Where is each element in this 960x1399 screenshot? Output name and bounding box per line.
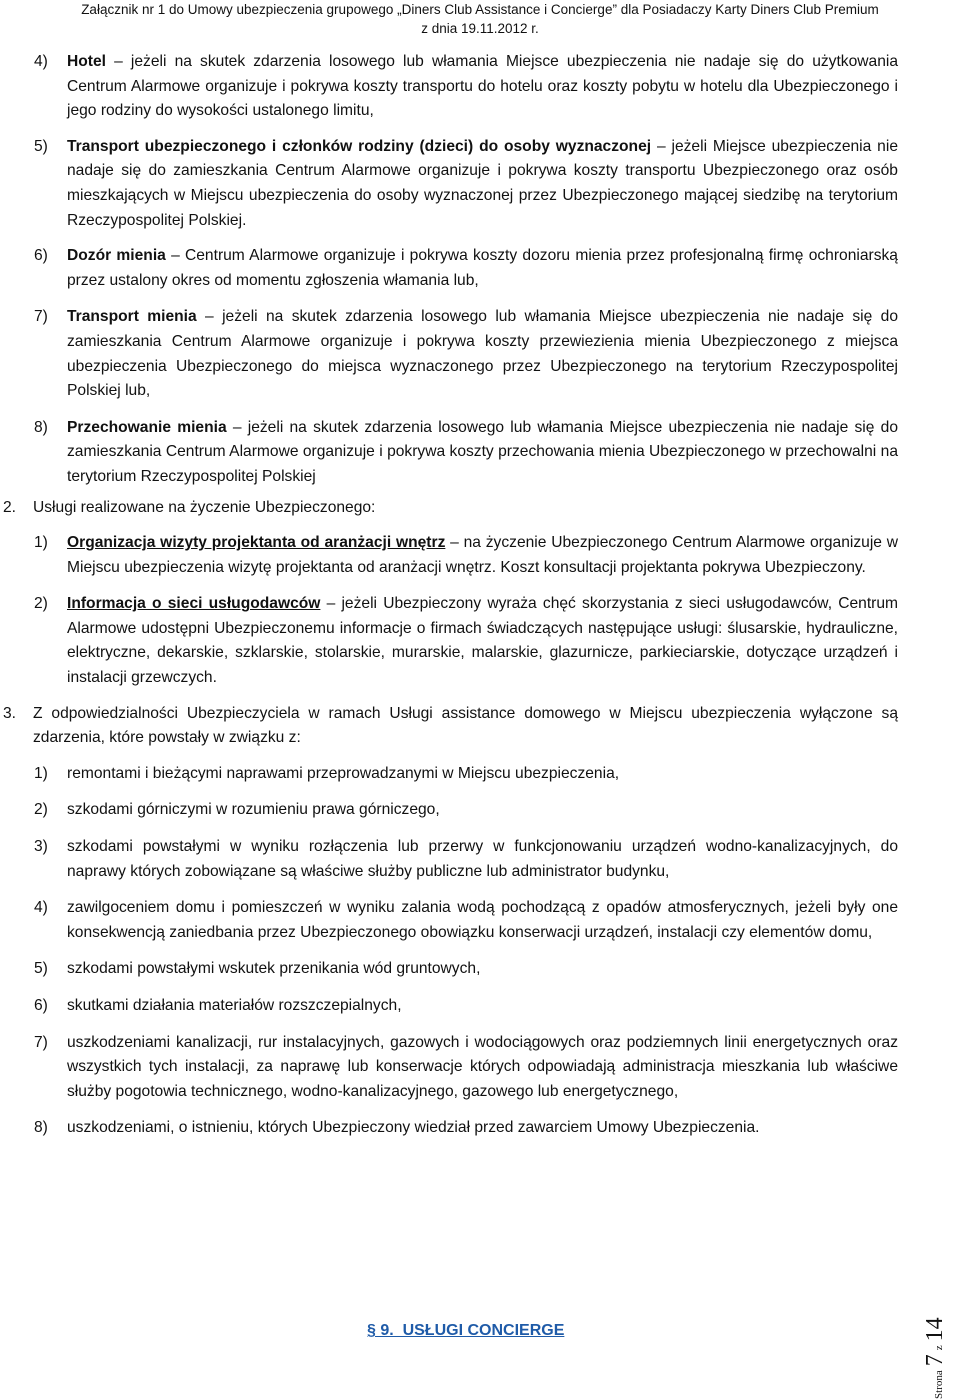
item-title: Organizacja wizyty projektanta od aranżacji wnętrz — [67, 534, 446, 552]
next-section-title: § 9. USŁUGI CONCIERGE — [367, 1322, 565, 1339]
item-number: 2) — [34, 595, 48, 613]
item-number: 6) — [34, 997, 48, 1014]
list-item — [0, 798, 960, 823]
item-text: zawilgoceniem domu i pomieszczeń w wyniku zalania wodą pochodzącą z opadów atmosferycznych, jeżeli były one konsekwencją zaniedbania przez Ubezpieczonego obowiązku konserwacji urządzeń, instalacji czy elementów domu, — [67, 899, 898, 941]
list-item — [0, 896, 960, 945]
item-title: Transport mienia — [67, 308, 197, 326]
item-number: 4) — [34, 53, 48, 70]
list-item — [0, 1031, 960, 1105]
item-text: na życzenie Ubezpieczonego Centrum Alarmowe organizuje w Miejscu ubezpieczenia wizytę projektanta od aranżacji wnętrz. Koszt konsultacji projektanta pokrywa Ubezpieczony. — [67, 534, 899, 576]
item-number: 6) — [34, 247, 48, 265]
list-item — [0, 592, 960, 690]
list-item — [0, 1116, 960, 1141]
list-item — [0, 50, 960, 124]
item-number: 7) — [34, 1033, 48, 1051]
item-number: 8) — [34, 418, 48, 436]
item-title: Hotel — [67, 53, 106, 70]
item-number: 1) — [34, 534, 48, 552]
item-title: Dozór mienia — [67, 247, 166, 265]
list-item — [0, 531, 960, 580]
list-item — [0, 416, 960, 490]
header-date: z dnia 19.11.2012 r. — [421, 21, 539, 36]
item-title: Transport ubezpieczonego i członków rodziny (dzieci) do osoby wyznaczonej — [67, 137, 652, 155]
list-item — [0, 957, 960, 982]
list-item — [0, 835, 960, 884]
item-text: remontami i bieżącymi naprawami przeprowadzanymi w Miejscu ubezpieczenia, — [67, 764, 620, 782]
item-number: 8) — [34, 1119, 48, 1137]
item-dash: – — [165, 247, 185, 265]
item-text: jeżeli na skutek zdarzenia losowego lub włamania Miejsce ubezpieczenia nie nadaje się do zamieszkania Centrum Alarmowe organizuje i pokrywa koszty przechowania mienia Ubezpieczonego w przechowalni na terytorium Rzeczypospolitej Polskiej — [67, 418, 899, 485]
item-dash: – — [320, 595, 342, 613]
item-number: 5) — [34, 960, 48, 978]
item-number: 5) — [34, 137, 48, 155]
item-text: uszkodzeniami, o istnieniu, których Ubezpieczony wiedział przed zawarciem Umowy Ubezpieczenia. — [67, 1119, 760, 1137]
page-total: 14 — [922, 1317, 948, 1342]
list-item — [0, 762, 960, 787]
item-title: Informacja o sieci usługodawców — [67, 595, 321, 613]
item-text: jeżeli Ubezpieczony wyraża chęć skorzystania z sieci usługodawców, Centrum Alarmowe udostępni Ubezpieczonemu informacje o firmach świadczących następujące usługi: ślusarskie, hydrauliczne, elektryczne, dekarskie, szklarskie, stolarskie, murarskie, malarskie, glazurnicze, parkieciarskie, dotyczące urządzeń i instalacji grzewczych. — [67, 595, 899, 687]
item-text: szkodami powstałymi wskutek przenikania wód gruntowych, — [67, 960, 481, 978]
item-dash: – — [196, 308, 223, 326]
item-dash: – — [226, 418, 248, 436]
item-dash: – — [105, 53, 131, 70]
header-title: Załącznik nr 1 do Umowy ubezpieczenia grupowego „Diners Club Assistance i Concierge” dla Posiadaczy Karty Diners Club Premium — [81, 2, 879, 17]
item-number: 7) — [34, 308, 48, 326]
item-dash: – — [651, 137, 672, 155]
item-text: uszkodzeniami kanalizacji, rur instalacyjnych, gazowych i wodociągowych oraz podziemnych linii energetycznych oraz wszystkich tych instalacji, za naprawę lub konserwacje których odpowiadają administracja mieszkania lub właściwe służby pogotowia technicznego, wodno-kanalizacyjnego, gazowego lub energetycznego, — [67, 1033, 898, 1100]
document-header — [0, 0, 960, 38]
list-item — [0, 305, 960, 403]
list-item — [0, 994, 960, 1019]
item-number: 3) — [34, 838, 48, 856]
item-dash: – — [445, 534, 464, 552]
section-2-heading — [0, 496, 960, 521]
document-body — [0, 50, 960, 1153]
list-item — [0, 244, 960, 293]
item-number: 1) — [34, 764, 48, 782]
item-text: jeżeli Miejsce ubezpieczenia nie nadaje się do zamieszkania Centrum Alarmowe organizuje i pokrywa koszty transportu Ubezpieczonego oraz osób mieszkających w Miejscu ubezpieczenia do osoby wyznaczonej przez Ubezpieczonego mającej siedzibę na terytorium Rzeczypospolitej Polskiej. — [67, 137, 898, 229]
section-3-heading — [0, 702, 960, 751]
item-title: Przechowanie mienia — [67, 418, 227, 436]
list-item — [0, 135, 960, 233]
item-number: 2) — [34, 801, 48, 819]
item-text: szkodami powstałymi w wyniku rozłączenia lub przerwy w funkcjonowaniu urządzeń wodno-kanalizacyjnych, do naprawy których zobowiązane są właściwe służby publiczne lub administrator budynku, — [67, 838, 898, 880]
section-number: 2. — [3, 498, 17, 516]
item-text: skutkami działania materiałów rozszczepialnych, — [67, 997, 402, 1014]
page-of: z — [933, 1345, 945, 1351]
page-current: 7 — [922, 1354, 948, 1367]
section-number: 3. — [3, 704, 17, 722]
page-prefix: Strona — [933, 1370, 945, 1399]
item-text: jeżeli na skutek zdarzenia losowego lub włamania Miejsce ubezpieczenia nie nadaje się do użytkowania Centrum Alarmowe organizuje i pokrywa koszty transportu do hotelu oraz koszty pobytu w hotelu dla Ubezpieczonego i jego rodziny do wysokości ustalonego limitu, — [67, 53, 898, 120]
section-text: Z odpowiedzialności Ubezpieczyciela w ramach Usługi assistance domowego w Miejscu ubezpieczenia wyłączone są zdarzenia, które powstały w związku z: — [33, 704, 898, 747]
item-text: Centrum Alarmowe organizuje i pokrywa koszty dozoru mienia przez profesjonalną firmę ochroniarską przez ustalony okres od momentu zgłoszenia włamania lub, — [67, 247, 898, 289]
item-text: szkodami górniczymi w rozumieniu prawa górniczego, — [67, 801, 440, 819]
section-text: Usługi realizowane na życzenie Ubezpieczonego: — [33, 498, 376, 516]
item-text: jeżeli na skutek zdarzenia losowego lub włamania Miejsce ubezpieczenia nie nadaje się do zamieszkania Centrum Alarmowe organizuje i pokrywa koszty przewiezienia mienia Ubezpieczonego z miejsca ubezpieczenia Ubezpieczonego do miejsca wyznaczonego przez Ubezpieczonego na terytorium Rzeczypospolitej Polskiej lub, — [67, 308, 899, 400]
item-number: 4) — [34, 899, 48, 917]
page-number — [922, 1317, 949, 1399]
